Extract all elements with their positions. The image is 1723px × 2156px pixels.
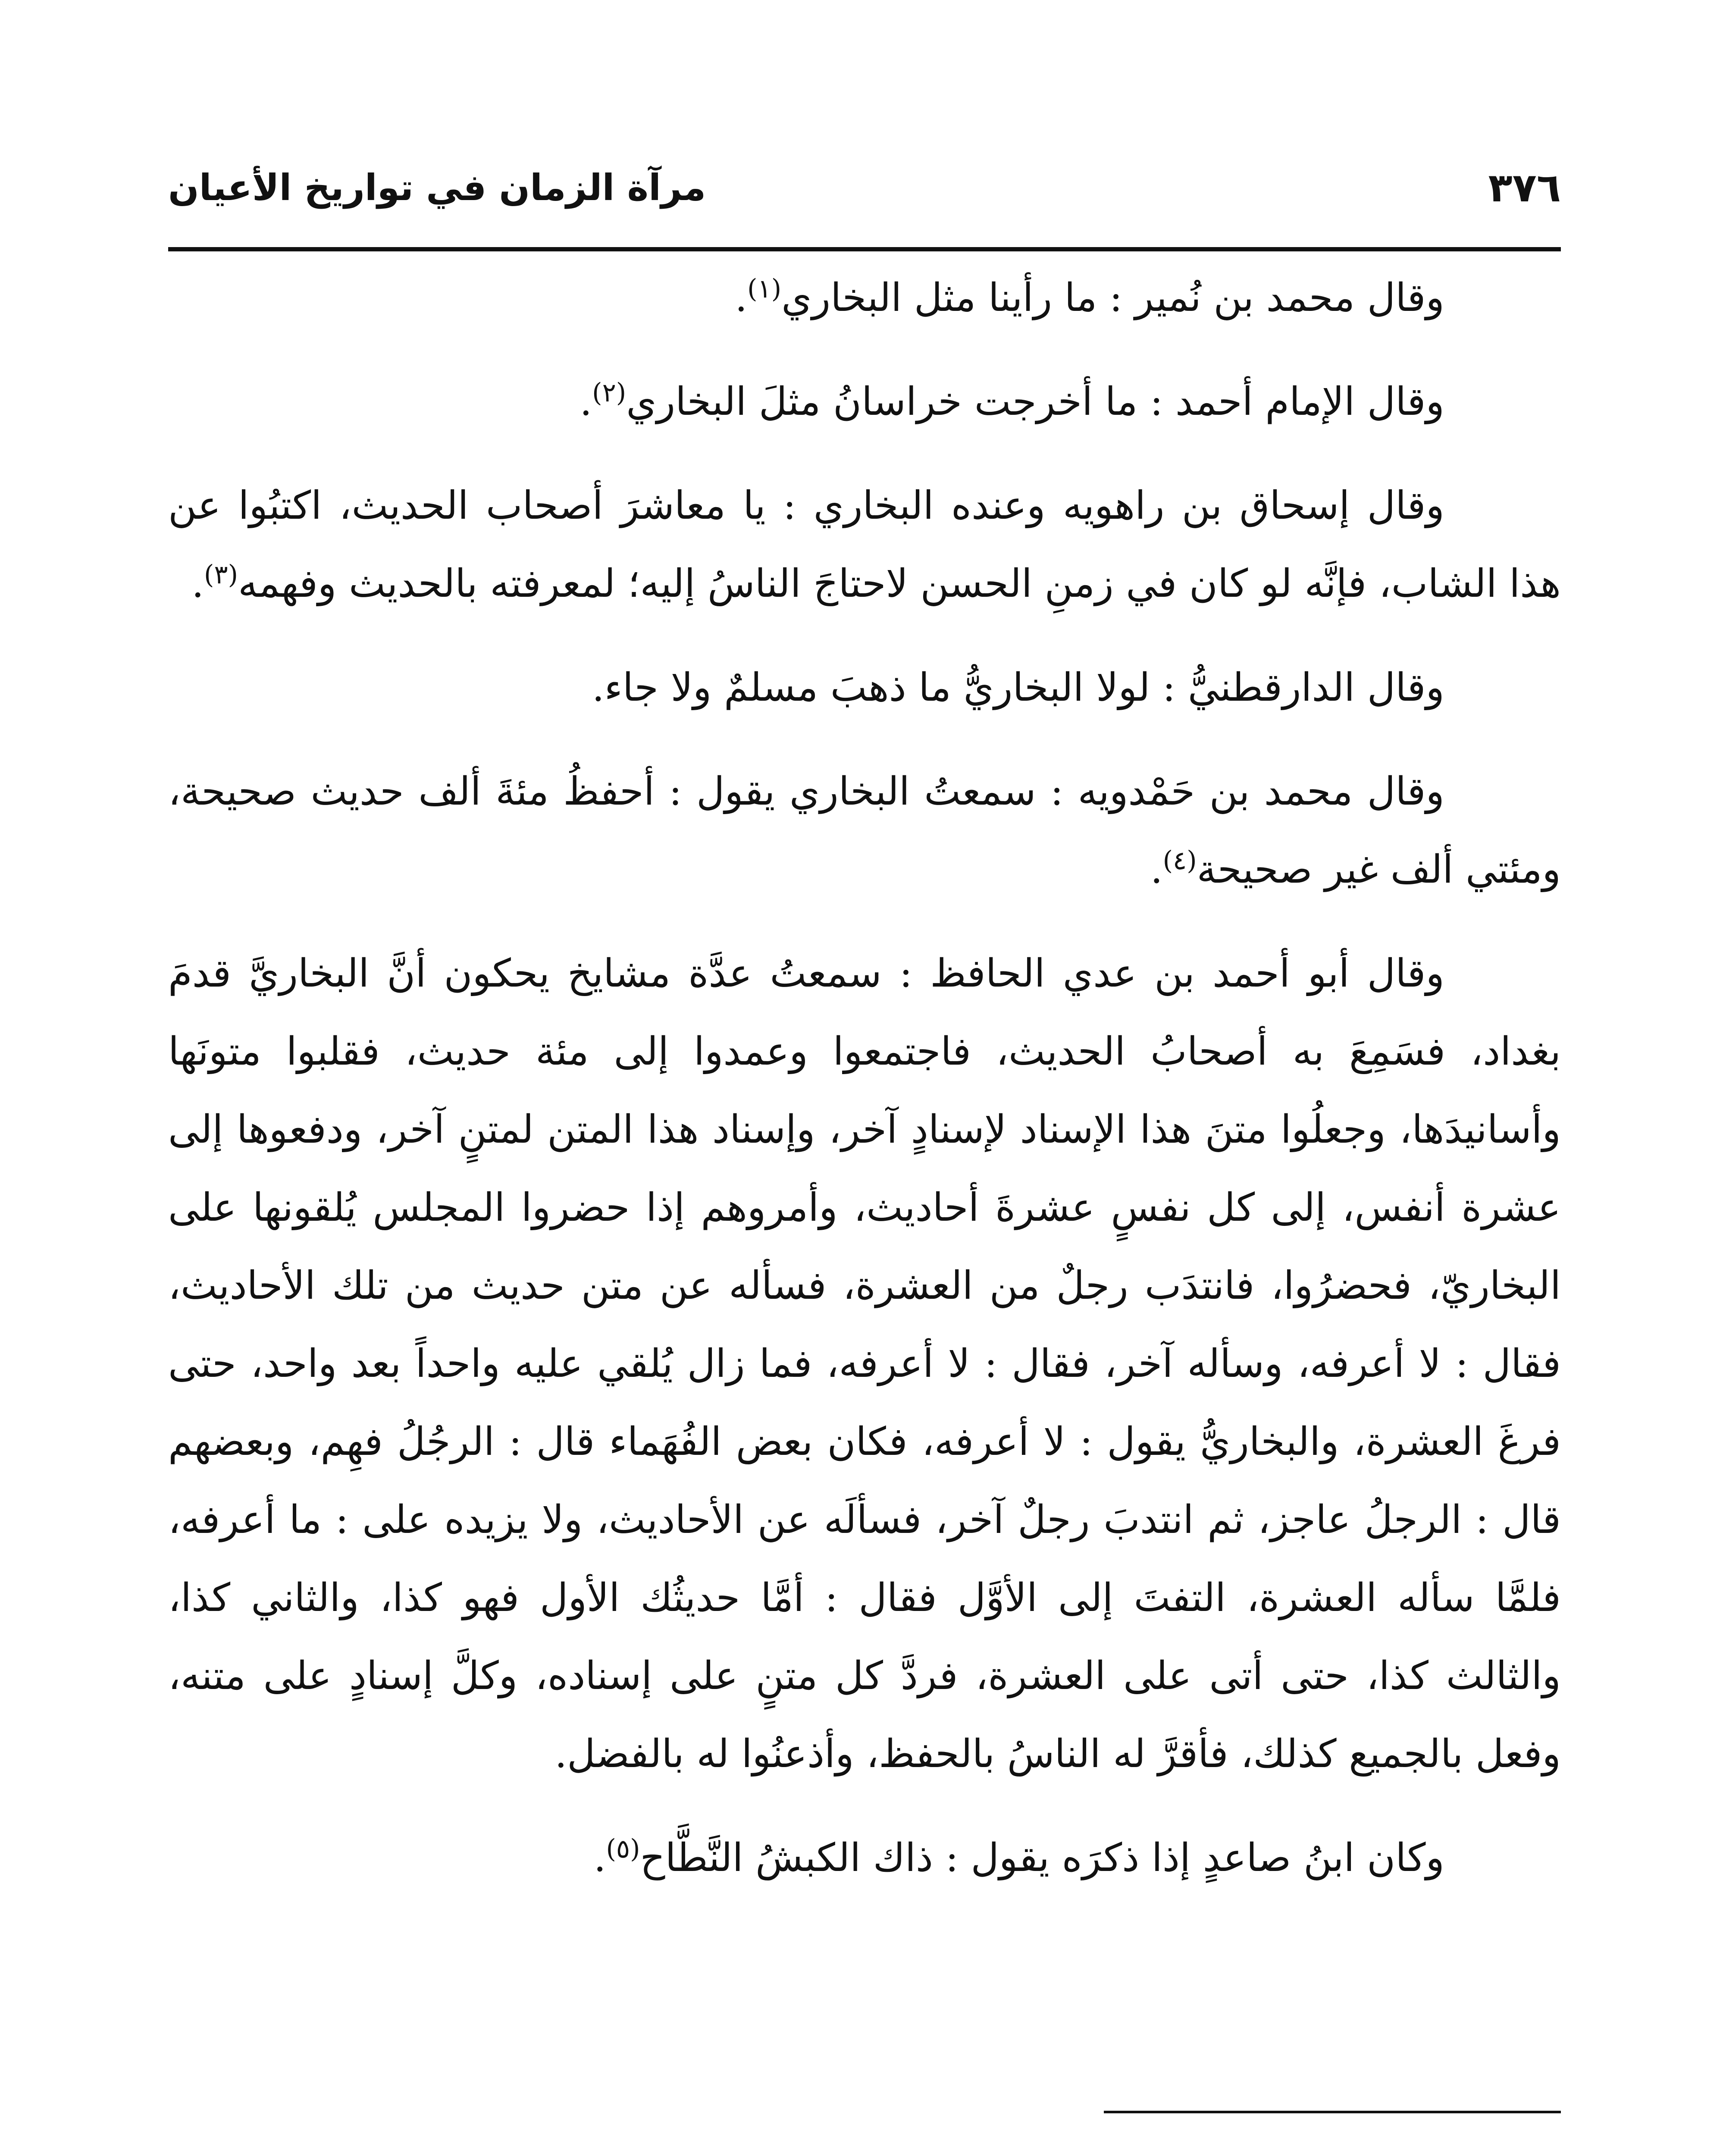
paragraph: [168, 259, 1561, 337]
running-title: مرآة الزمان في تواريخ الأعيان: [168, 166, 706, 209]
paragraph-end: .: [593, 1835, 606, 1880]
paragraph-end: .: [580, 379, 592, 424]
footnote-marker: (٤): [1162, 846, 1197, 876]
footnote-marker: (٢): [592, 378, 627, 408]
footnote-marker: (٥): [606, 1834, 640, 1864]
header-rule: [168, 247, 1561, 251]
footnote: [168, 2145, 1561, 2156]
paragraph-text: وكان ابنُ صاعدٍ إذا ذكرَه يقول : ذاك الكبشُ النَّطَّاح: [640, 1835, 1444, 1880]
paragraph-text: وقال أبو أحمد بن عدي الحافظ : سمعتُ عدَّة مشايخ يحكون أنَّ البخاريَّ قدمَ بغداد، فسَمِعَ به أصحابُ الحديث، فاجتمعوا وعمدوا إلى مئة حديث، فقلبوا متونَها وأسانيدَها، وجعلُوا متنَ هذا الإسناد لإسنادٍ آخر، وإسناد هذا المتن لمتنٍ آخر، ودفعوها إلى عشرة أنفس، إلى كل نفسٍ عشرةَ أحاديث، وأمروهم إذا حضروا المجلس يُلقونها على البخاريّ، فحضرُوا، فانتدَب رجلٌ من العشرة، فسأله عن متن حديث من تلك الأحاديث، فقال : لا أعرفه، وسأله آخر، فقال : لا أعرفه، فما زال يُلقي عليه واحداً بعد واحد، حتى فرغَ العشرة، والبخاريُّ يقول : لا أعرفه، فكان بعض الفُهَماء قال : الرجُلُ فهِم، وبعضهم قال : الرجلُ عاجز، ثم انتدبَ رجلٌ آخر، فسألَه عن الأحاديث، ولا يزيده على : ما أعرفه، فلمَّا سأله العشرة، التفتَ إلى الأوَّل فقال : أمَّا حديثُك الأول فهو كذا، والثاني كذا، والثالث كذا، حتى أتى على العشرة، فردَّ كل متنٍ على إسناده، وكلَّ إسنادٍ على متنه، وفعل بالجميع كذلك، فأقرَّ له الناسُ بالحفظ، وأذعنُوا له بالفضل.: [168, 951, 1561, 1777]
main-text: [168, 259, 1561, 1940]
paragraph-text: وقال محمد بن نُمير : ما رأينا مثل البخاري: [781, 275, 1444, 320]
paragraph: [168, 752, 1561, 909]
footnotes: [168, 2145, 1561, 2156]
paragraph-end: .: [1150, 847, 1163, 892]
paragraph: [168, 649, 1561, 727]
page-number: ٣٧٦: [1488, 164, 1561, 211]
footnote-marker: (٣): [204, 560, 238, 590]
footnote-separator: [1104, 2111, 1561, 2113]
paragraph: [168, 467, 1561, 623]
paragraph: [168, 934, 1561, 1793]
paragraph-text: وقال الإمام أحمد : ما أخرجت خراسانُ مثلَ البخاري: [626, 379, 1444, 424]
paragraph-text: وقال الدارقطنيُّ : لولا البخاريُّ ما ذهبَ مسلمٌ ولا جاء.: [592, 665, 1444, 710]
paragraph-text: وقال إسحاق بن راهويه وعنده البخاري : يا معاشرَ أصحاب الحديث، اكتبُوا عن هذا الشاب، فإنَّه لو كان في زمنِ الحسن لاحتاجَ الناسُ إليه؛ لمعرفته بالحديث وفهمه: [168, 483, 1561, 606]
footnote-marker: (١): [747, 274, 782, 304]
paragraph: [168, 363, 1561, 441]
paragraph-end: .: [191, 561, 204, 606]
paragraph-text: وقال محمد بن حَمْدويه : سمعتُ البخاري يقول : أحفظُ مئةَ ألف حديث صحيحة، ومئتي ألف غير صحيحة: [168, 769, 1561, 892]
paragraph-end: .: [735, 275, 748, 320]
page-header: [168, 142, 1561, 233]
paragraph: [168, 1819, 1561, 1897]
